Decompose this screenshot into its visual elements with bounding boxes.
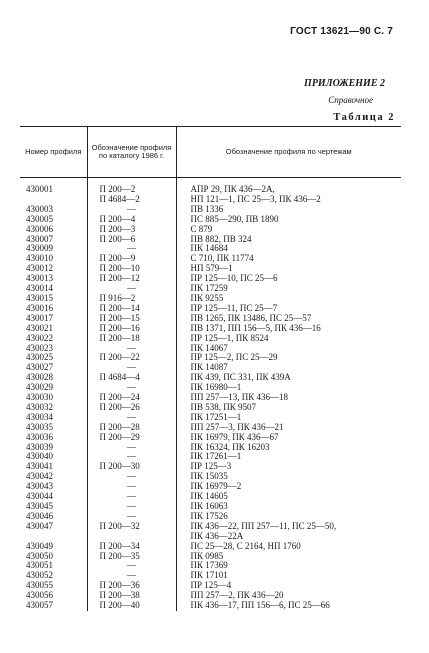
table-header-row	[20, 127, 401, 178]
drawing-designation-cell: ПК 436—22, ПП 257—11, ПС 25—50,	[176, 522, 401, 532]
table-row	[20, 178, 401, 195]
drawing-designation-cell: С 710, ПК 11774	[176, 254, 401, 264]
catalog-designation-cell: —	[87, 561, 176, 571]
profile-number-cell: 430023	[26, 342, 53, 353]
profile-number-cell: 430027	[26, 362, 53, 373]
column-header-catalog: Обозначение профиля по каталогу 1986 г.	[87, 127, 176, 178]
catalog-designation-cell: П 916—2	[87, 294, 176, 304]
profile-number-cell: 430021	[26, 322, 53, 333]
drawing-designation-cell: С 879	[176, 225, 401, 235]
profile-number-cell: 430035	[26, 421, 53, 432]
drawing-designation-cell: ПК 16980—1	[176, 383, 401, 393]
profile-number-cell: 430016	[26, 302, 53, 313]
drawing-designation-cell: ПВ 1336	[176, 205, 401, 215]
profile-number-cell: 430032	[26, 401, 53, 412]
catalog-designation-cell: —	[87, 413, 176, 423]
profile-number-cell: 430010	[26, 253, 53, 264]
catalog-designation-cell: —	[87, 512, 176, 522]
profile-number-cell: 430003	[26, 203, 53, 214]
profile-number-cell: 430045	[26, 501, 53, 511]
table-row	[20, 334, 401, 344]
drawing-designation-cell: ПП 257—3, ПК 436—21	[176, 423, 401, 433]
catalog-designation-cell: П 200—12	[87, 274, 176, 284]
profile-number-cell: 430025	[26, 352, 53, 363]
profile-number-cell: 430043	[26, 481, 53, 492]
table-caption: Таблица 2	[333, 112, 395, 123]
drawing-designation-cell: ПВ 1265, ПК 13486, ПС 25—57	[176, 314, 401, 324]
drawing-designation-cell: ПВ 882, ПВ 324	[176, 235, 401, 245]
column-header-drawing: Обозначение профиля по чертежам	[176, 127, 401, 178]
table-row	[20, 601, 401, 611]
appendix-title: ПРИЛОЖЕНИЕ 2	[304, 78, 385, 89]
drawing-designation-cell: ПР 125—10, ПС 25—6	[176, 274, 401, 284]
catalog-designation-cell: П 200—18	[87, 334, 176, 344]
profile-number-cell: 430042	[26, 471, 53, 482]
profile-number-cell: 430012	[26, 263, 53, 274]
drawing-designation-cell: ПС 25—28, С 2164, НП 1760	[176, 542, 401, 552]
catalog-designation-cell: П 200—2	[87, 178, 176, 195]
catalog-designation-cell: —	[87, 344, 176, 354]
catalog-designation-cell: П 200—38	[87, 591, 176, 601]
profile-number-cell: 430041	[26, 461, 53, 472]
drawing-designation-cell: ПК 17101	[176, 571, 401, 581]
catalog-designation-cell: П 200—16	[87, 324, 176, 334]
profile-number-cell: 430014	[26, 283, 53, 294]
profile-number-cell: 430034	[26, 411, 53, 422]
catalog-designation-cell: П 200—36	[87, 581, 176, 591]
catalog-designation-cell: П 200—9	[87, 254, 176, 264]
catalog-designation-cell: —	[87, 502, 176, 512]
drawing-designation-cell: ПК 16063	[176, 502, 401, 512]
drawing-designation-cell: ПК 17261—1	[176, 452, 401, 462]
catalog-designation-cell: П 200—6	[87, 235, 176, 245]
drawing-designation-cell: ПК 16979, ПК 436—67	[176, 433, 401, 443]
catalog-designation-cell: П 200—30	[87, 462, 176, 472]
catalog-designation-cell: П 200—26	[87, 403, 176, 413]
profile-number-cell: 430029	[26, 382, 53, 393]
drawing-designation-cell: ПК 9255	[176, 294, 401, 304]
catalog-designation-cell: П 200—40	[87, 601, 176, 611]
drawing-designation-cell: ПК 17526	[176, 512, 401, 522]
drawing-designation-cell: ПП 257—13, ПК 436—18	[176, 393, 401, 403]
drawing-designation-cell: ПК 16324, ПК 16203	[176, 443, 401, 453]
drawing-designation-cell: ПК 14087	[176, 363, 401, 373]
drawing-designation-cell: ПК 0985	[176, 552, 401, 562]
catalog-designation-cell: —	[87, 443, 176, 453]
drawing-designation-cell: ПК 14684	[176, 244, 401, 254]
profile-number-cell: 430057	[26, 600, 53, 611]
drawing-designation-cell: НП 121—1, ПС 25—3, ПК 436—2	[176, 195, 401, 205]
catalog-designation-cell: П 200—14	[87, 304, 176, 314]
drawing-designation-cell: ПР 125—3	[176, 462, 401, 472]
drawing-designation-cell: ПК 14067	[176, 344, 401, 354]
drawing-designation-cell: ПК 436—22А	[176, 532, 401, 542]
drawing-designation-cell: ПК 16979—2	[176, 482, 401, 492]
catalog-designation-cell: —	[87, 472, 176, 482]
catalog-designation-cell: —	[87, 492, 176, 502]
catalog-designation-cell: —	[87, 482, 176, 492]
drawing-designation-cell: ПР 125—2, ПС 25—29	[176, 353, 401, 363]
drawing-designation-cell: ПК 436—17, ПП 156—6, ПС 25—66	[176, 601, 401, 611]
profile-table	[20, 126, 401, 611]
catalog-designation-cell: —	[87, 571, 176, 581]
drawing-designation-cell: ПВ 1371, ПП 156—5, ПК 436—16	[176, 324, 401, 334]
catalog-designation-cell: —	[87, 383, 176, 393]
drawing-designation-cell: ПК 14605	[176, 492, 401, 502]
profile-number-cell: 430055	[26, 580, 53, 591]
catalog-designation-cell: П 200—3	[87, 225, 176, 235]
profile-number-cell: 430001	[26, 184, 53, 194]
profile-number-cell: 430056	[26, 590, 53, 601]
catalog-designation-cell: П 200—34	[87, 542, 176, 552]
profile-number-cell: 430036	[26, 431, 53, 442]
catalog-designation-cell: П 4684—2	[87, 195, 176, 205]
catalog-designation-cell: П 200—4	[87, 215, 176, 225]
catalog-designation-cell: П 200—28	[87, 423, 176, 433]
drawing-designation-cell: НП 579—1	[176, 264, 401, 274]
profile-number-cell: 430007	[26, 233, 53, 244]
profile-number-cell: 430009	[26, 243, 53, 254]
table-body	[20, 178, 401, 611]
catalog-designation-cell: П 200—32	[87, 522, 176, 532]
catalog-designation-cell: П 200—15	[87, 314, 176, 324]
profile-number-cell: 430052	[26, 570, 53, 581]
profile-number-cell: 430044	[26, 491, 53, 502]
profile-number-cell: 430006	[26, 223, 53, 234]
appendix-reference: Справочное	[328, 95, 373, 105]
drawing-designation-cell: ПВ 538, ПК 9507	[176, 403, 401, 413]
page-header: ГОСТ 13621—90 С. 7	[290, 26, 393, 37]
catalog-designation-cell: —	[87, 452, 176, 462]
catalog-designation-cell: —	[87, 284, 176, 294]
profile-number-cell: 430039	[26, 441, 53, 452]
profile-number-cell: 430013	[26, 273, 53, 284]
catalog-designation-cell: П 200—24	[87, 393, 176, 403]
drawing-designation-cell: АПР 29, ПК 436—2А,	[176, 178, 401, 195]
profile-number-cell: 430046	[26, 510, 53, 521]
profile-number-cell: 430040	[26, 451, 53, 462]
catalog-designation-cell: —	[87, 244, 176, 254]
profile-number-cell: 430030	[26, 392, 53, 403]
drawing-designation-cell: ПК 15035	[176, 472, 401, 482]
catalog-designation-cell: П 200—10	[87, 264, 176, 274]
drawing-designation-cell: ПС 885—290, ПВ 1890	[176, 215, 401, 225]
drawing-designation-cell: ПК 17369	[176, 561, 401, 571]
catalog-designation-cell: —	[87, 205, 176, 215]
profile-number-cell: 430015	[26, 292, 53, 303]
catalog-designation-cell: П 200—35	[87, 552, 176, 562]
column-header-number: Номер профиля	[20, 127, 87, 178]
profile-number-cell: 430017	[26, 312, 53, 323]
catalog-designation-cell: —	[87, 363, 176, 373]
catalog-designation-cell: П 4684—4	[87, 373, 176, 383]
drawing-designation-cell: ПК 439, ПС 331, ПК 439А	[176, 373, 401, 383]
drawing-designation-cell: ПП 257—2, ПК 436—20	[176, 591, 401, 601]
catalog-designation-cell: П 200—29	[87, 433, 176, 443]
drawing-designation-cell: ПК 17259	[176, 284, 401, 294]
drawing-designation-cell: ПР 125—1, ПК 8524	[176, 334, 401, 344]
profile-number-cell: 430047	[26, 520, 53, 531]
catalog-designation-cell: П 200—22	[87, 353, 176, 363]
profile-number-cell: 430051	[26, 560, 53, 571]
drawing-designation-cell: ПР 125—11, ПС 25—7	[176, 304, 401, 314]
profile-number-cell: 430028	[26, 372, 53, 383]
profile-number-cell: 430049	[26, 540, 53, 551]
profile-number-cell: 430050	[26, 550, 53, 561]
profile-number-cell: 430005	[26, 213, 53, 224]
profile-number-cell: 430022	[26, 332, 53, 343]
drawing-designation-cell: ПК 17251—1	[176, 413, 401, 423]
drawing-designation-cell: ПР 125—4	[176, 581, 401, 591]
